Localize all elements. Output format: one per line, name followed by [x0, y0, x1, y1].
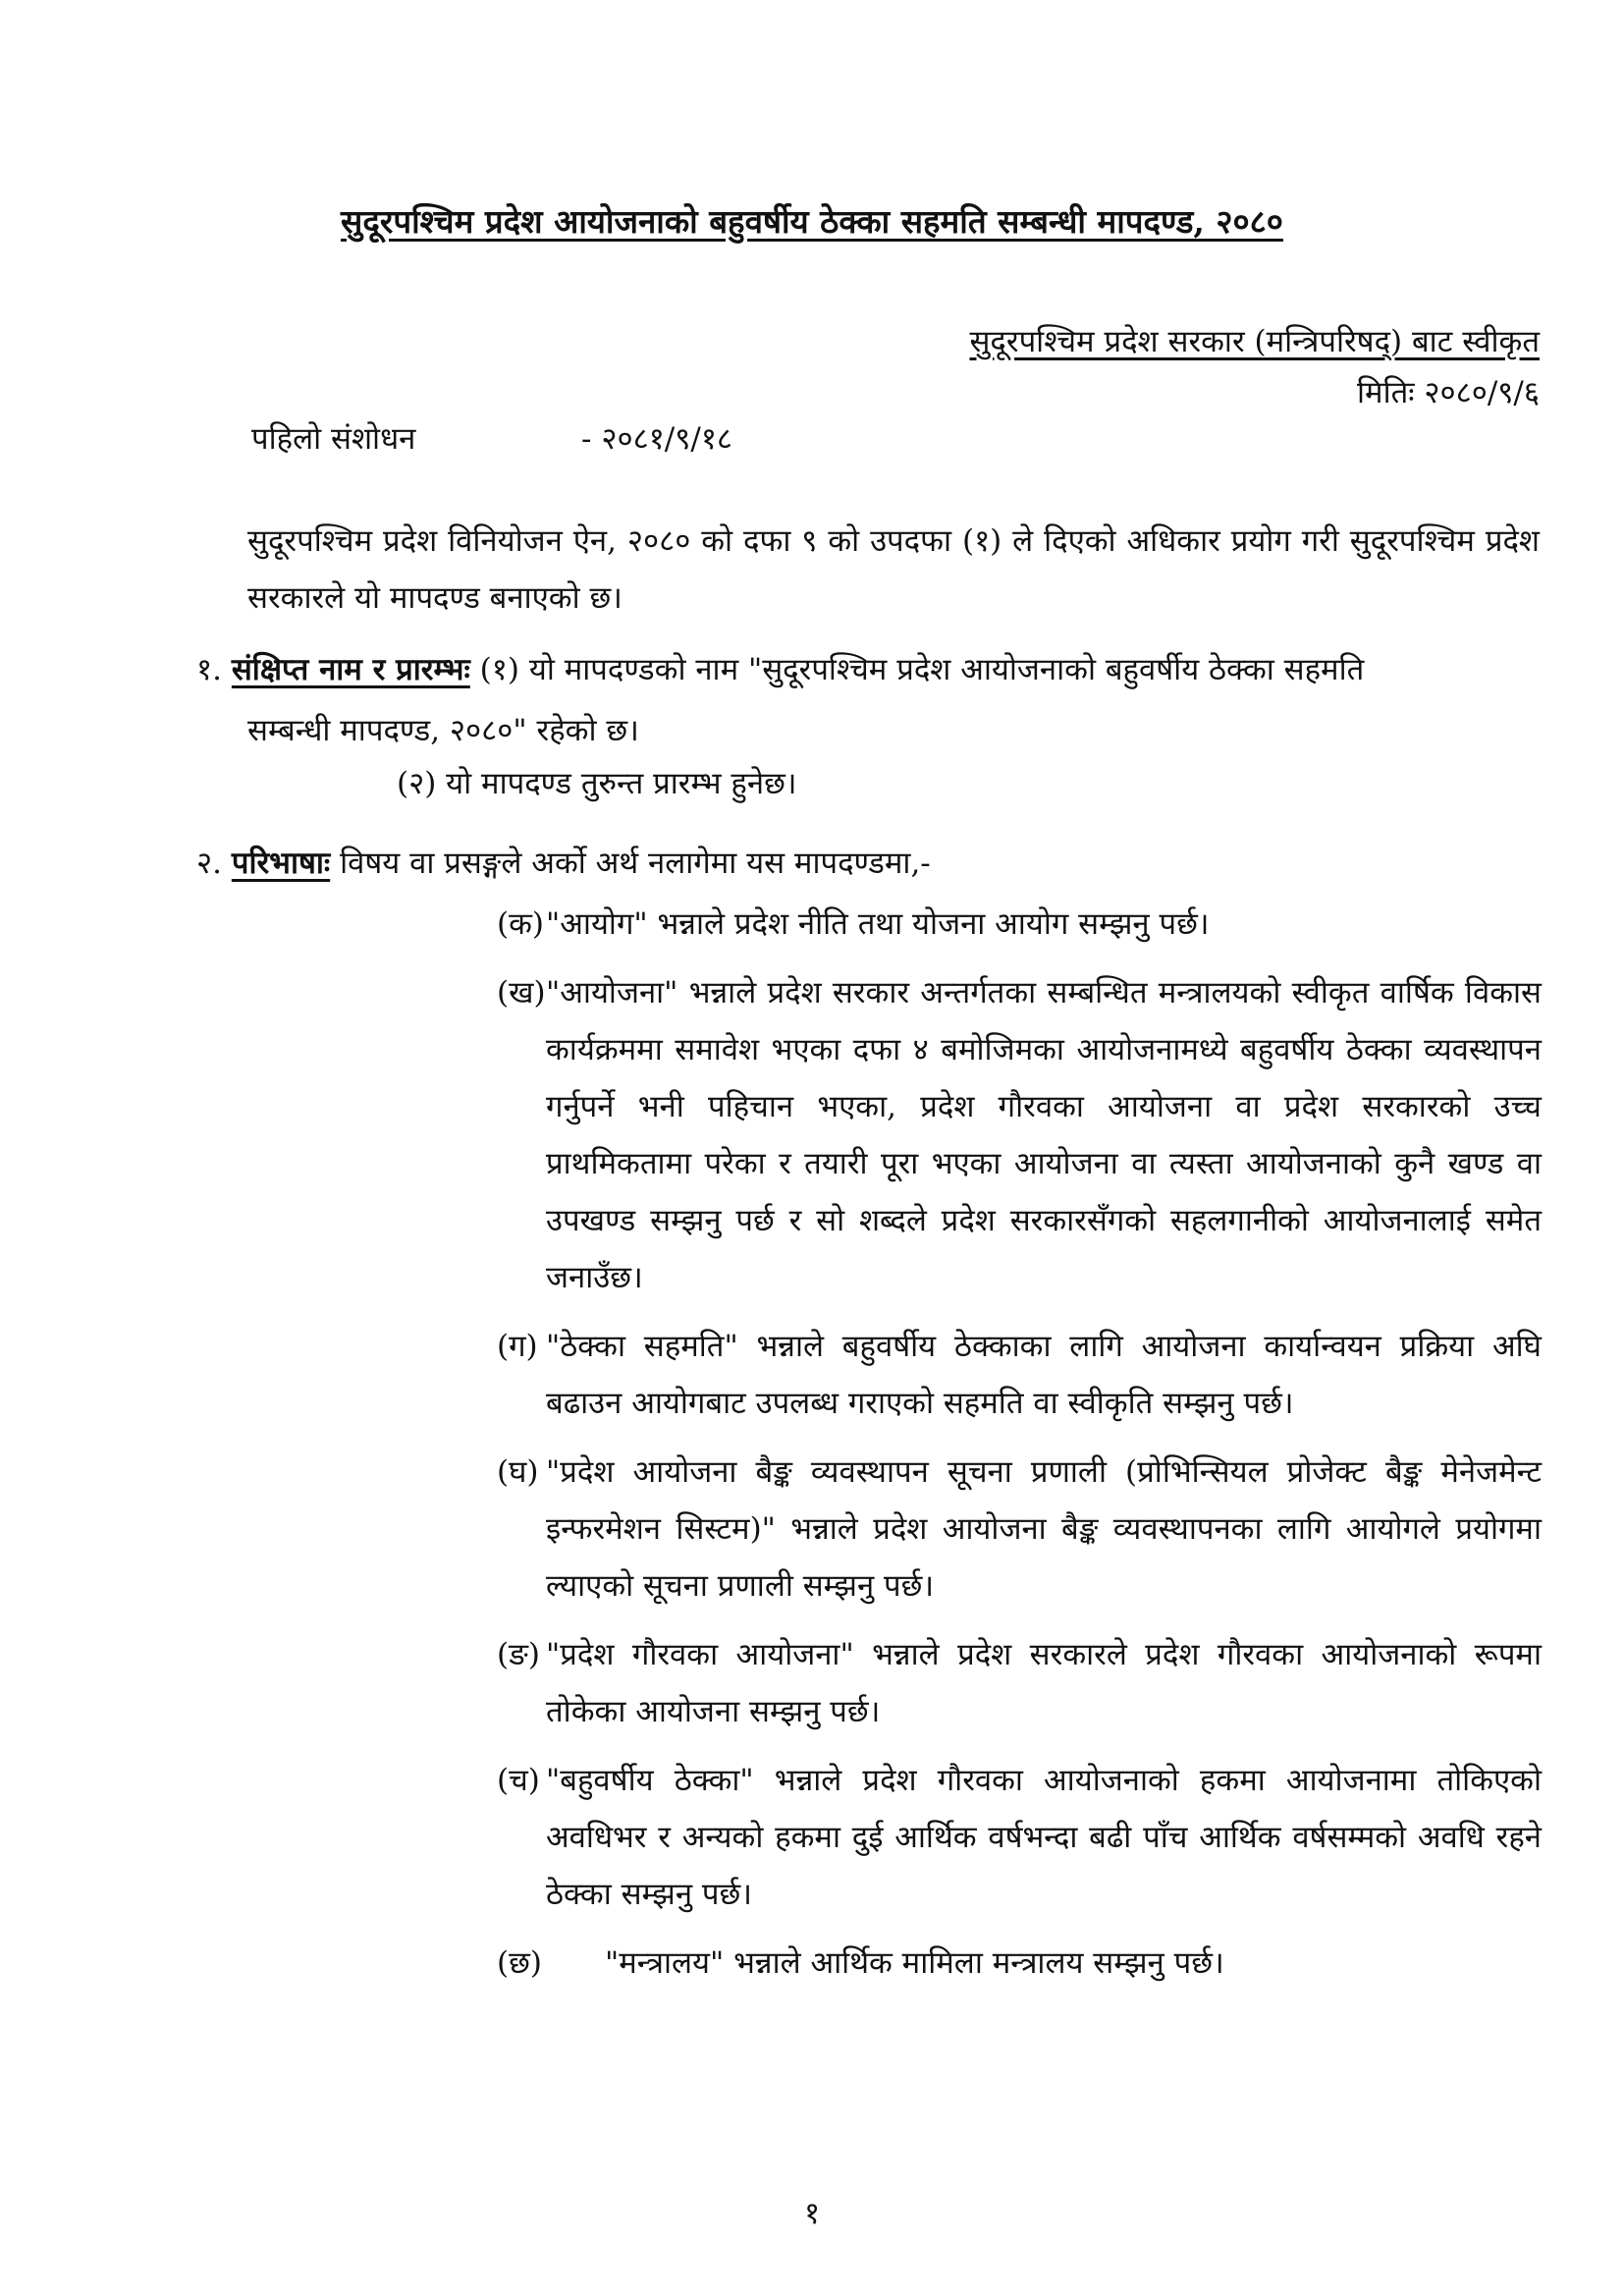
definition-item: [497, 1626, 1542, 1740]
definition-mark: (क): [497, 906, 544, 942]
definition-text: "ठेक्का सहमति" भन्नाले बहुवर्षीय ठेक्काका लागि आयोजना कार्यान्वयन प्रक्रिया अघि बढाउन आयोगबाट उपलब्ध गराएको सहमति वा स्वीकृति सम्झनु पर्छ।: [546, 1329, 1542, 1421]
preamble-paragraph: सुदूरपश्चिम प्रदेश विनियोजन ऐन, २०८० को दफा ९ को उपदफा (१) ले दिएको अधिकार प्रयोग गरी सुदूरपश्चिम प्रदेश सरकारले यो मापदण्ड बनाएको छ।: [247, 523, 1540, 616]
definition-item: [497, 1444, 1542, 1614]
document-title: सुदूरपश्चिम प्रदेश आयोजनाको बहुवर्षीय ठेक्का सहमति सम्बन्धी मापदण्ड, २०८०: [341, 202, 1283, 241]
definition-mark: (ग): [497, 1329, 538, 1364]
section-1-number: १.: [196, 652, 222, 687]
definition-text: "आयोजना" भन्नाले प्रदेश सरकार अन्तर्गतका सम्बन्धित मन्त्रालयको स्वीकृत वार्षिक विकास कार्यक्रममा समावेश भएका दफा ४ बमोजिमका आयोजनामध्ये बहुवर्षीय ठेक्का व्यवस्थापन गर्नुपर्ने भनी पहिचान भएका, प्रदेश गौरवका आयोजना वा प्रदेश सरकारको उच्च प्राथमिकतामा परेका र तयारी पूरा भएका आयोजना वा त्यस्ता आयोजनाको कुनै खण्ड वा उपखण्ड सम्झनु पर्छ र सो शब्दले प्रदेश सरकारसँगको सहलगानीको आयोजनालाई समेत जनाउँछ।: [546, 975, 1542, 1295]
section-1-clause-2: (२) यो मापदण्ड तुरुन्त प्रारम्भ हुनेछ।: [397, 766, 797, 801]
definition-item: [497, 1752, 1542, 1923]
definition-text: "प्रदेश गौरवका आयोजना" भन्नाले प्रदेश सरकारले प्रदेश गौरवका आयोजनाको रूपमा तोकेका आयोजना सम्झनु पर्छ।: [546, 1637, 1542, 1729]
definition-mark: (ङ): [497, 1637, 540, 1672]
amendment-date: - २०८१/९/१८: [581, 421, 733, 457]
amendment-line: [251, 417, 733, 459]
definitions-list: [497, 896, 1542, 2003]
definition-text: "मन्त्रालय" भन्नाले आर्थिक मामिला मन्त्रालय सम्झनु पर्छ।: [605, 1945, 1224, 1981]
definition-mark: (च): [497, 1763, 540, 1798]
section-1-clause-1: (१) यो मापदण्डको नाम "सुदूरपश्चिम प्रदेश आयोजनाको बहुवर्षीय ठेक्का सहमति: [479, 652, 1365, 687]
section-2-intro: विषय वा प्रसङ्गले अर्को अर्थ नलागेमा यस मापदण्डमा,-: [340, 846, 931, 881]
definition-mark: (ख): [497, 975, 546, 1011]
definition-mark: (घ): [497, 1454, 539, 1490]
definition-text: "आयोग" भन्नाले प्रदेश नीति तथा योजना आयोग सम्झनु पर्छ।: [546, 906, 1210, 942]
definition-item: [497, 896, 1542, 953]
definition-item: [497, 1318, 1542, 1432]
approval-date: मितिः २०८०/९/६: [1357, 375, 1540, 410]
section-1-heading: संक्षिप्त नाम र प्रारम्भः: [231, 652, 470, 687]
section-1: [196, 639, 1542, 761]
section-2-heading: परिभाषाः: [231, 846, 331, 881]
definition-text: "प्रदेश आयोजना बैङ्क व्यवस्थापन सूचना प्रणाली (प्रोभिन्सियल प्रोजेक्ट बैङ्क मेनेजमेन्ट इन्फरमेशन सिस्टम)" भन्नाले प्रदेश आयोजना बैङ्क व्यवस्थापनका लागि आयोगले प्रयोगमा ल्याएको सूचना प्रणाली सम्झनु पर्छ।: [546, 1454, 1542, 1604]
amendment-label: पहिलो संशोधन: [251, 421, 416, 457]
section-2-number: २.: [196, 846, 222, 881]
definition-item: [497, 964, 1542, 1306]
section-1-clause-1-continued: सम्बन्धी मापदण्ड, २०८०" रहेको छ।: [247, 713, 639, 748]
definition-item: [497, 1935, 1542, 1992]
definition-text: "बहुवर्षीय ठेक्का" भन्नाले प्रदेश गौरवका आयोजनाको हकमा आयोजनामा तोकिएको अवधिभर र अन्यको हकमा दुई आर्थिक वर्षभन्दा बढी पाँच आर्थिक वर्षसम्मको अवधि रहने ठेक्का सम्झनु पर्छ।: [546, 1763, 1542, 1912]
page-number: १: [803, 2196, 821, 2231]
approval-block: [754, 316, 1540, 418]
approval-authority: सुदूरपश्चिम प्रदेश सरकार (मन्त्रिपरिषद्) बाट स्वीकृत: [969, 324, 1540, 359]
section-2: [196, 833, 1542, 894]
definition-mark: (छ): [497, 1945, 542, 1981]
